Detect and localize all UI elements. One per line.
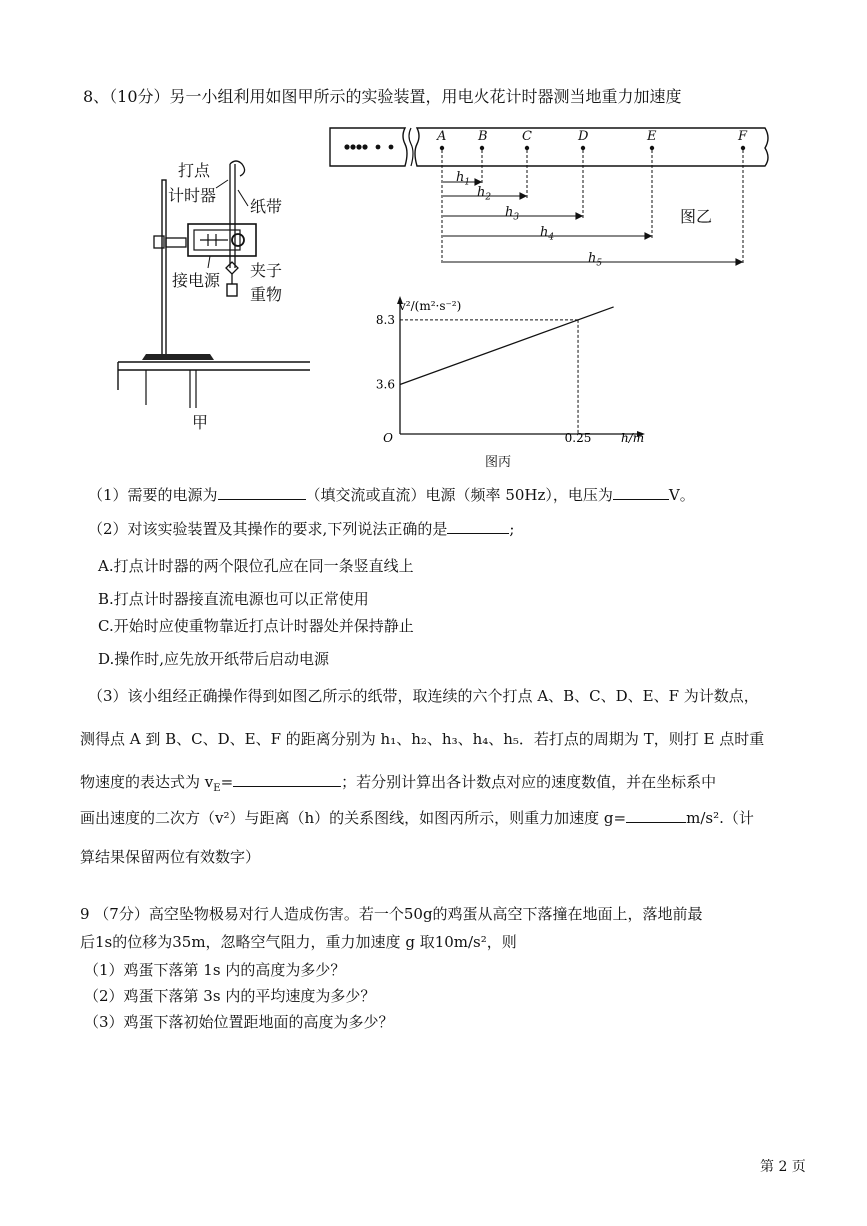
point-label-c: C (522, 129, 532, 144)
point-label-e: E (647, 129, 657, 144)
figure-yi-caption: 图乙 (680, 207, 713, 226)
x-tick-label: 0.25 (564, 431, 592, 445)
option-c: C.开始时应使重物靠近打点计时器处并保持静止 (98, 617, 414, 635)
option-a: A.打点计时器的两个限位孔应在同一条竖直线上 (98, 557, 414, 575)
weight-label: 重物 (250, 285, 283, 304)
x-axis-label: h/m (621, 431, 645, 445)
velocity-expression-blank[interactable] (233, 772, 341, 787)
q9-heading: 9 （7分）高空坠物极易对行人造成伤害。若一个50g的鸡蛋从高空下落撞在地面上，落地前最 (80, 905, 703, 923)
q8-sub1: （1）需要的电源为 （填交流或直流）电源（频率 50Hz），电压为 V。 (88, 486, 695, 504)
figure-jia-caption: 甲 (192, 413, 209, 432)
v2-h-chart (355, 292, 655, 452)
q8-sub3-line5: 算结果保留两位有效数字） (80, 848, 261, 866)
q8-sub3-line1: （3）该小组经正确操作得到如图乙所示的纸带，取连续的六个打点 A、B、C、D、E、F 为计数点， (88, 687, 759, 705)
timer-label-line2: 计时器 (168, 186, 217, 205)
q9-item-3: （3）鸡蛋下落初始位置距地面的高度为多少？ (84, 1013, 394, 1031)
figure-bing-caption: 图丙 (485, 455, 512, 470)
point-label-d: D (578, 129, 589, 144)
dist-label-h2: $h_2$ (477, 185, 492, 203)
y-axis-label: v²/(m²·s⁻²) (399, 299, 462, 313)
power-label: 接电源 (172, 271, 221, 290)
option-b: B.打点计时器接直流电源也可以正常使用 (98, 590, 369, 608)
q8-sub3-line3: 物速度的表达式为 $v_E=$ ；若分别计算出各计数点对应的速度数值，并在坐标系中 (80, 773, 717, 794)
voltage-blank[interactable] (613, 485, 669, 500)
correct-option-blank[interactable] (447, 519, 509, 534)
figure-yi (325, 122, 785, 272)
y-tick-label-low: 3.6 (375, 377, 395, 392)
y-tick-label-high: 8.3 (375, 312, 395, 327)
power-type-blank[interactable] (218, 485, 306, 500)
figure-bing (355, 292, 655, 452)
q8-sub3-line2: 测得点 A 到 B、C、D、E、F 的距离分别为 h₁、h₂、h₃、h₄、h₅．若打点的周期为 T，则打 E 点时重 (80, 730, 765, 748)
q9-item-1: （1）鸡蛋下落第 1s 内的高度为多少？ (84, 961, 346, 979)
page-number: 第 2 页 (760, 1159, 806, 1175)
tape-label: 纸带 (250, 197, 283, 216)
q8-sub3-line4: 画出速度的二次方（v²）与距离（h）的关系图线，如图丙所示，则重力加速度 g= m/s².（计 (80, 809, 754, 827)
point-label-a: A (437, 129, 447, 144)
paper-tape-drawing (325, 122, 785, 272)
gravity-blank[interactable] (626, 808, 686, 823)
dist-label-h1: $h_1$ (456, 170, 471, 188)
q8-heading: 8、（10分）另一小组利用如图甲所示的实验装置，用电火花计时器测当地重力加速度 (83, 87, 682, 106)
timer-label-line1: 打点 (178, 161, 211, 180)
q8-sub2: （2）对该实验装置及其操作的要求,下列说法正确的是 ; (88, 520, 515, 538)
q9-item-2: （2）鸡蛋下落第 3s 内的平均速度为多少？ (84, 987, 376, 1005)
clip-label: 夹子 (250, 261, 283, 280)
series-line (400, 307, 614, 385)
origin-label: O (383, 431, 393, 445)
dist-label-h3: $h_3$ (505, 205, 520, 223)
dist-label-h5: $h_5$ (588, 251, 603, 269)
option-d: D.操作时,应先放开纸带后启动电源 (98, 650, 330, 668)
q9-heading-line2: 后1s的位移为35m，忽略空气阻力，重力加速度 g 取10m/s²，则 (80, 933, 517, 951)
point-label-b: B (478, 129, 488, 144)
point-label-f: F (738, 129, 748, 144)
dist-label-h4: $h_4$ (540, 225, 555, 243)
